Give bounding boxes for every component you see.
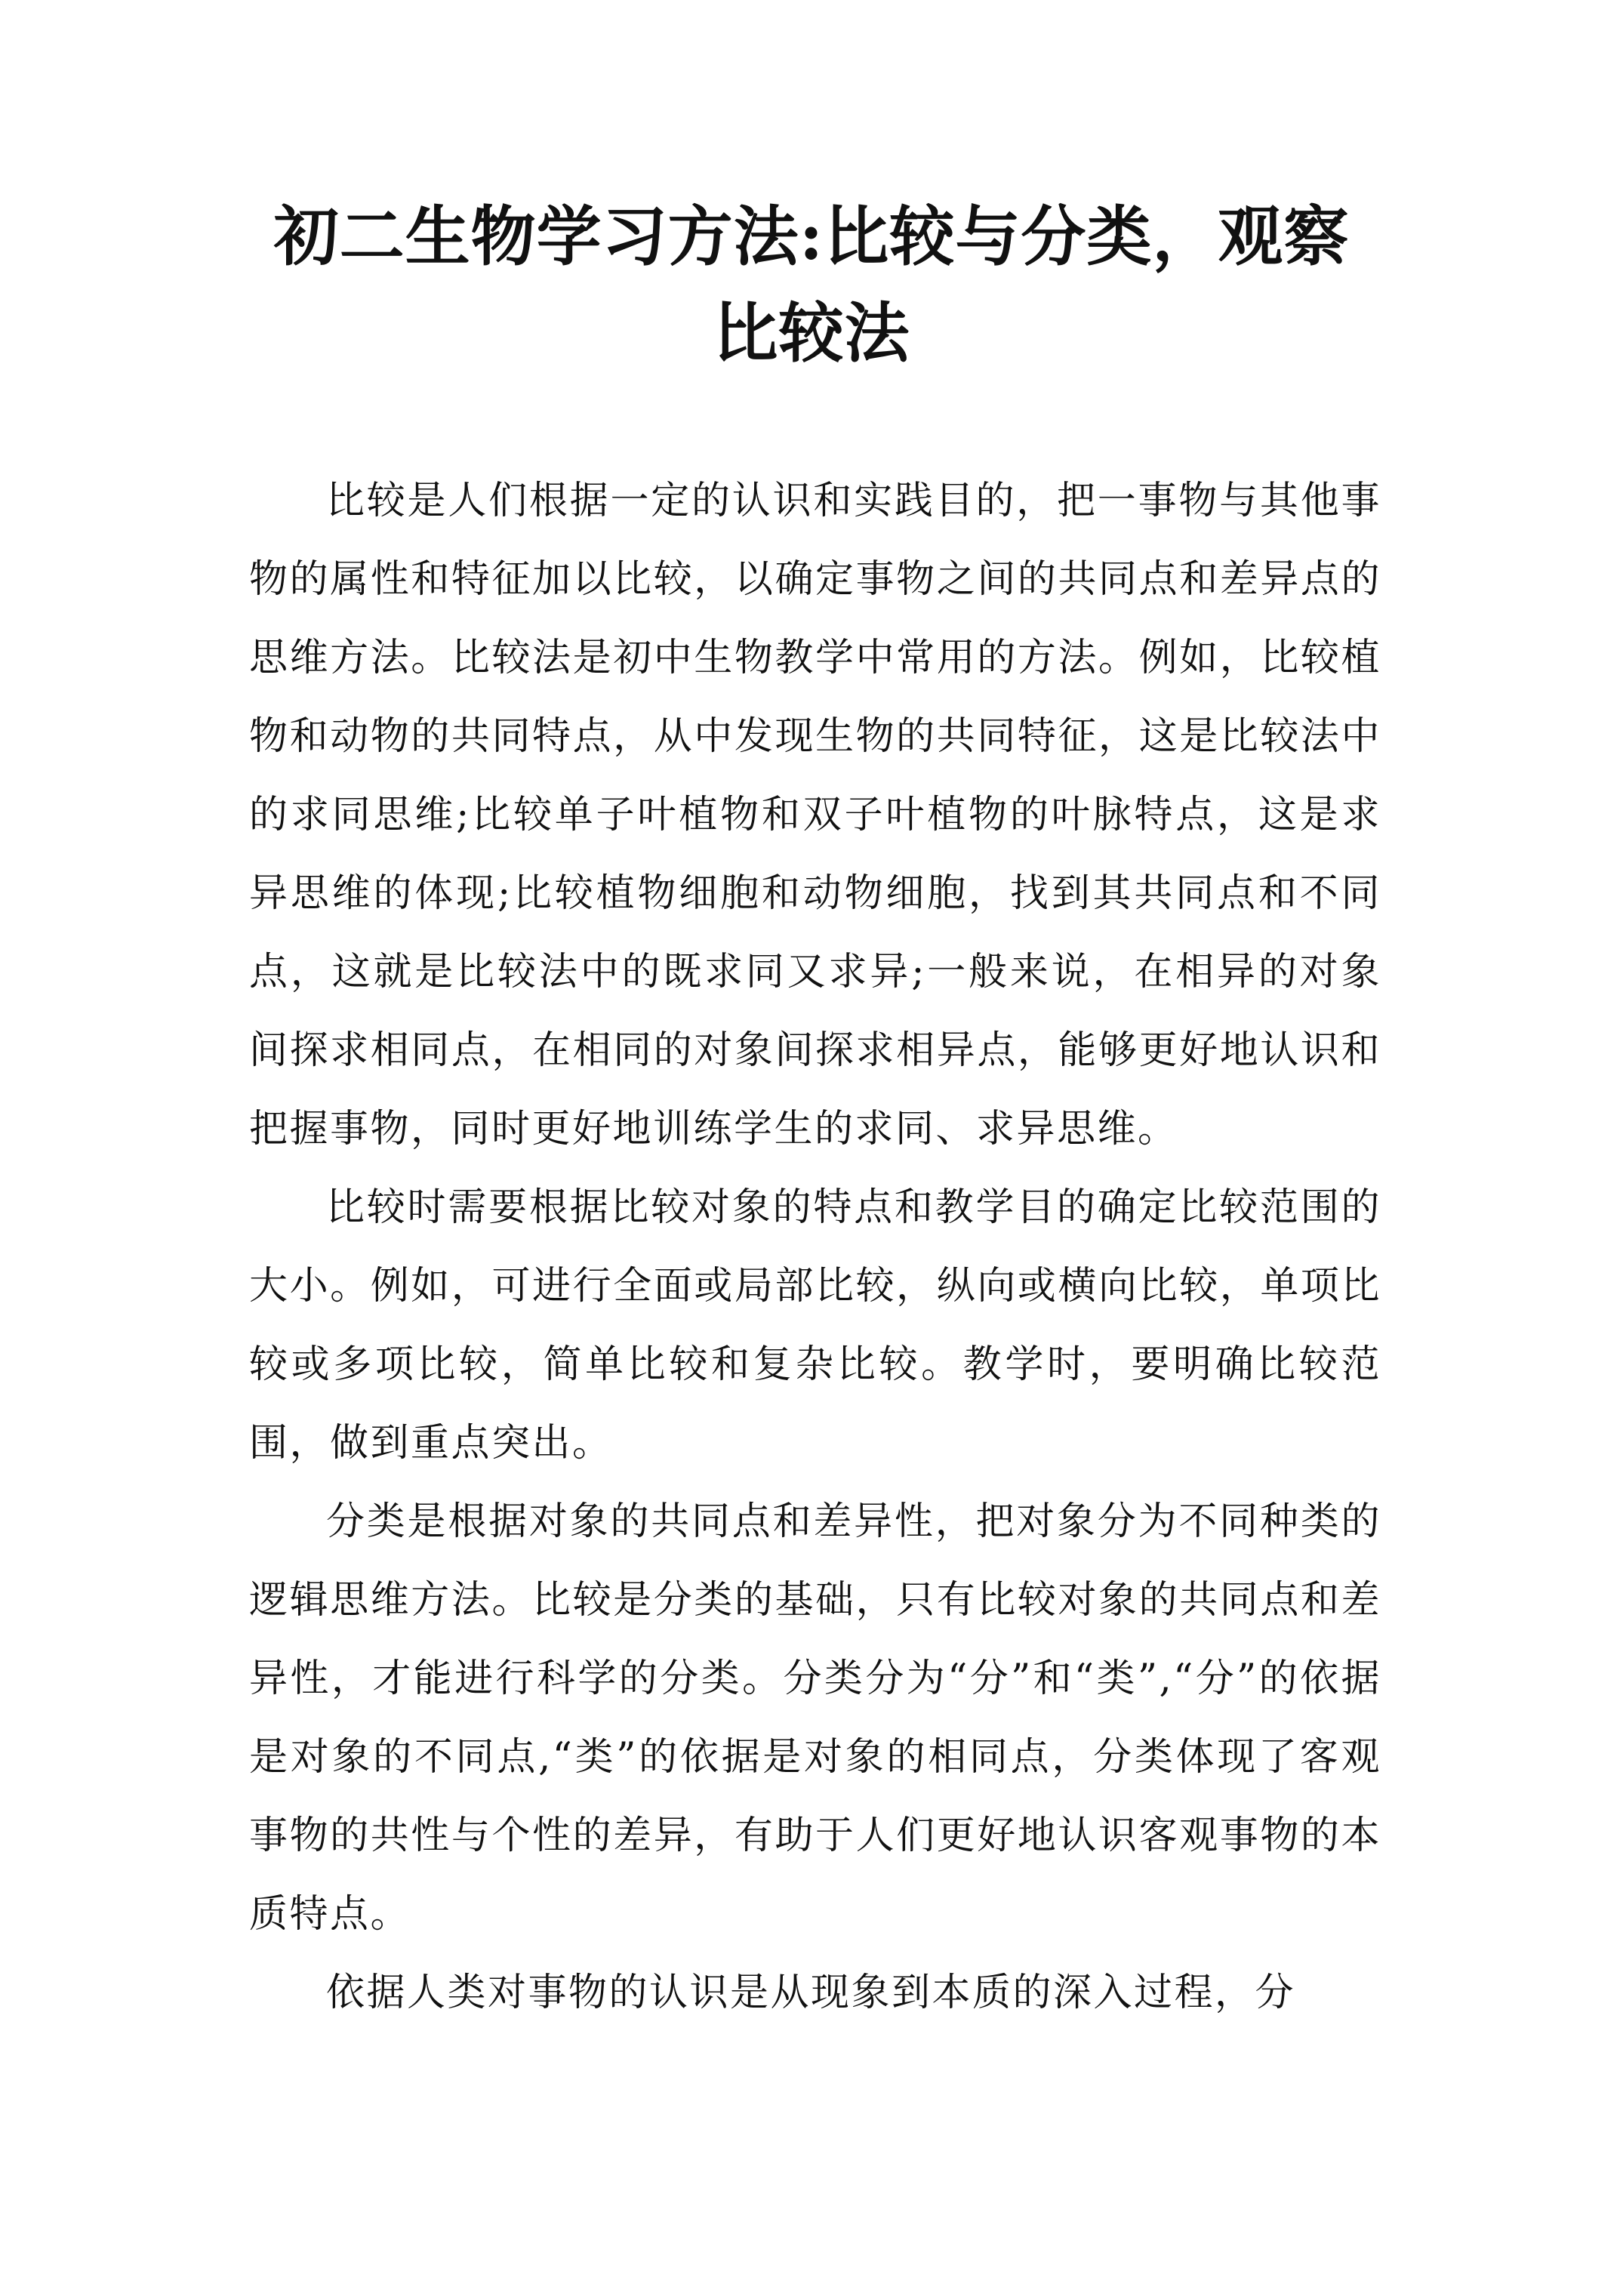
paragraph-comparison-definition: 比较是人们根据一定的认识和实践目的，把一事物与其他事物的属性和特征加以比较，以确定事物之间的共同点和差异点的思维方法。比较法是初中生物教学中常用的方法。例如，比较植物和动物的共同特点，从中发现生物的共同特征，这是比较法中的求同思维;比较单子叶植物和双子叶植物的叶脉特点，这是求异思维的体现;比较植物细胞和动物细胞，找到其共同点和不同点，这就是比较法中的既求同又求异;一般来说，在相异的对象间探求相同点，在相同的对象间探求相异点，能够更好地认识和把握事物，同时更好地训练学生的求同、求异思维。 xyxy=(249,479,1381,1151)
document-body xyxy=(249,462,1381,2032)
paragraph-comparison-scope: 比较时需要根据比较对象的特点和教学目的确定比较范围的大小。例如，可进行全面或局部比较，纵向或横向比较，单项比较或多项比较，简单比较和复杂比较。教学时，要明确比较范围，做到重点突出。 xyxy=(249,1185,1381,1465)
paragraph-classification-basis: 依据人类对事物的认识是从现象到本质的深入过程，分 xyxy=(326,1971,1296,2015)
document-title: 初二生物学习方法:比较与分类，观察比较法 xyxy=(273,199,1350,371)
paragraph-classification-definition: 分类是根据对象的共同点和差异性，把对象分为不同种类的逻辑思维方法。比较是分类的基础，只有比较对象的共同点和差异性，才能进行科学的分类。分类分为“分”和“类”,“分”的依据是对象的不同点,“类”的依据是对象的相同点，分类体现了客观事物的共性与个性的差异，有助于人们更好地认识客观事物的本质特点。 xyxy=(249,1499,1381,1937)
